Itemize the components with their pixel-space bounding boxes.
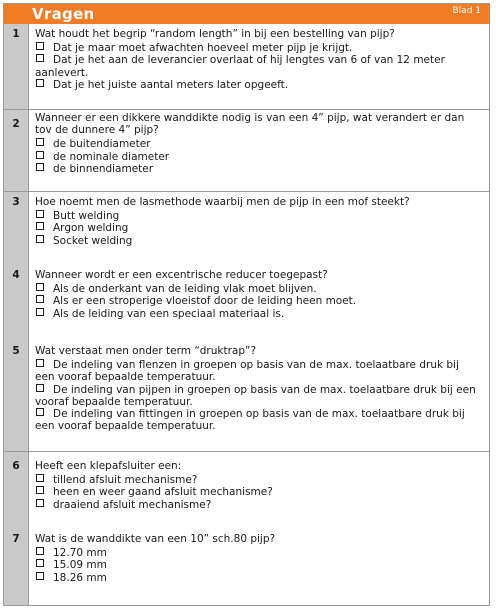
checkbox-icon[interactable] — [36, 79, 44, 87]
group-separator — [4, 109, 489, 110]
checkbox-icon[interactable] — [36, 210, 44, 218]
group-separator — [4, 451, 489, 452]
checkbox-icon[interactable] — [36, 308, 44, 316]
group-separator — [4, 191, 489, 192]
checkbox-icon[interactable] — [36, 486, 44, 494]
option-label: tillend afsluit mechanisme? — [53, 474, 198, 487]
answer-option[interactable] — [35, 151, 480, 163]
answer-option[interactable] — [35, 572, 480, 584]
checkbox-icon[interactable] — [36, 163, 44, 171]
question-1 — [35, 28, 480, 91]
checkbox-icon[interactable] — [36, 408, 44, 416]
checkbox-icon[interactable] — [36, 54, 44, 62]
answer-option[interactable] — [35, 222, 480, 234]
question-6 — [35, 460, 480, 511]
checkbox-icon[interactable] — [36, 547, 44, 555]
answer-option[interactable] — [35, 210, 480, 222]
question-text: Wanneer wordt er een excentrische reducer toegepast? — [35, 269, 328, 281]
question-3 — [35, 196, 480, 247]
checkbox-icon[interactable] — [36, 151, 44, 159]
page-label: Blad 1 — [452, 6, 481, 16]
question-7 — [35, 533, 480, 584]
question-number: 1 — [12, 28, 20, 40]
checkbox-icon[interactable] — [36, 235, 44, 243]
option-label: Als de leiding van een speciaal materiaal is. — [53, 307, 285, 320]
question-text: Wat verstaat men onder term “druktrap”? — [35, 345, 257, 357]
option-label: de buitendiameter — [53, 138, 151, 151]
option-label: De indeling van flenzen in groepen op basis van de max. toelaatbare druk bij een vooraf bepaalde temperatuur. — [35, 359, 459, 384]
question-text: Heeft een klepafsluiter een: — [35, 460, 182, 472]
checkbox-icon[interactable] — [36, 559, 44, 567]
answer-option[interactable] — [35, 474, 480, 486]
option-label: de binnendiameter — [53, 162, 154, 175]
option-label: 15.09 mm — [53, 559, 107, 572]
answer-option[interactable] — [35, 295, 480, 307]
question-text: Wanneer er een dikkere wanddikte nodig is van een 4” pijp, wat verandert er dan tov de dunnere 4” pijp? — [35, 112, 465, 137]
question-number: 3 — [12, 196, 20, 208]
question-number: 4 — [12, 269, 20, 281]
checkbox-icon[interactable] — [36, 295, 44, 303]
answer-option[interactable] — [35, 486, 480, 498]
answer-option[interactable] — [35, 138, 480, 150]
answer-option[interactable] — [35, 384, 480, 408]
option-label: Dat je maar moet afwachten hoeveel meter pijp je krijgt. — [53, 42, 353, 55]
option-label: 12.70 mm — [53, 547, 107, 560]
question-text: Wat is de wanddikte van een 10” sch.80 pijp? — [35, 533, 276, 545]
answer-option[interactable] — [35, 79, 480, 91]
option-label: Butt welding — [53, 210, 120, 223]
checkbox-icon[interactable] — [36, 138, 44, 146]
question-text: Wat houdt het begrip “random length” in bij een bestelling van pijp? — [35, 28, 395, 40]
option-label: Als de onderkant van de leiding vlak moet blijven. — [53, 283, 317, 296]
checkbox-icon[interactable] — [36, 42, 44, 50]
answer-option[interactable] — [35, 359, 480, 383]
page-title: Vragen — [32, 5, 95, 23]
option-label: Als er een stroperige vloeistof door de leiding heen moet. — [53, 295, 357, 308]
checkbox-icon[interactable] — [36, 572, 44, 580]
answer-option[interactable] — [35, 283, 480, 295]
option-label: de nominale diameter — [53, 150, 170, 163]
question-number: 5 — [12, 345, 20, 357]
question-text: Hoe noemt men de lasmethode waarbij men de pijp in een mof steekt? — [35, 196, 410, 208]
answer-option[interactable] — [35, 408, 480, 432]
option-label: Dat je het aan de leverancier overlaat of hij lengtes van 6 of van 12 meter aanlevert. — [35, 54, 445, 79]
question-number: 6 — [12, 460, 20, 472]
number-column — [4, 24, 29, 605]
option-label: De indeling van fittingen in groepen op basis van de max. toelaatbare druk bij een vooraf bepaalde temperatuur. — [35, 408, 465, 433]
checkbox-icon[interactable] — [36, 222, 44, 230]
answer-option[interactable] — [35, 308, 480, 320]
option-label: Argon welding — [53, 222, 129, 235]
answer-option[interactable] — [35, 235, 480, 247]
option-label: draaiend afsluit mechanisme? — [53, 498, 212, 511]
checkbox-icon[interactable] — [36, 384, 44, 392]
checkbox-icon[interactable] — [36, 359, 44, 367]
question-4 — [35, 269, 480, 320]
option-label: Dat je het juiste aantal meters later opgeeft. — [53, 78, 289, 91]
header-bar — [4, 4, 489, 24]
answer-option[interactable] — [35, 42, 480, 54]
question-5 — [35, 345, 480, 432]
option-label: De indeling van pijpen in groepen op basis van de max. toelaatbare druk bij een vooraf bepaalde temperatuur. — [35, 383, 476, 408]
answer-option[interactable] — [35, 559, 480, 571]
option-label: Socket welding — [53, 234, 133, 247]
option-label: 18.26 mm — [53, 571, 107, 584]
question-2 — [35, 112, 480, 175]
question-number: 7 — [12, 533, 20, 545]
option-label: heen en weer gaand afsluit mechanisme? — [53, 486, 273, 499]
checkbox-icon[interactable] — [36, 474, 44, 482]
question-number: 2 — [12, 118, 20, 130]
worksheet-page — [3, 3, 490, 606]
answer-option[interactable] — [35, 499, 480, 511]
answer-option[interactable] — [35, 54, 480, 78]
answer-option[interactable] — [35, 163, 480, 175]
checkbox-icon[interactable] — [36, 499, 44, 507]
checkbox-icon[interactable] — [36, 283, 44, 291]
answer-option[interactable] — [35, 547, 480, 559]
